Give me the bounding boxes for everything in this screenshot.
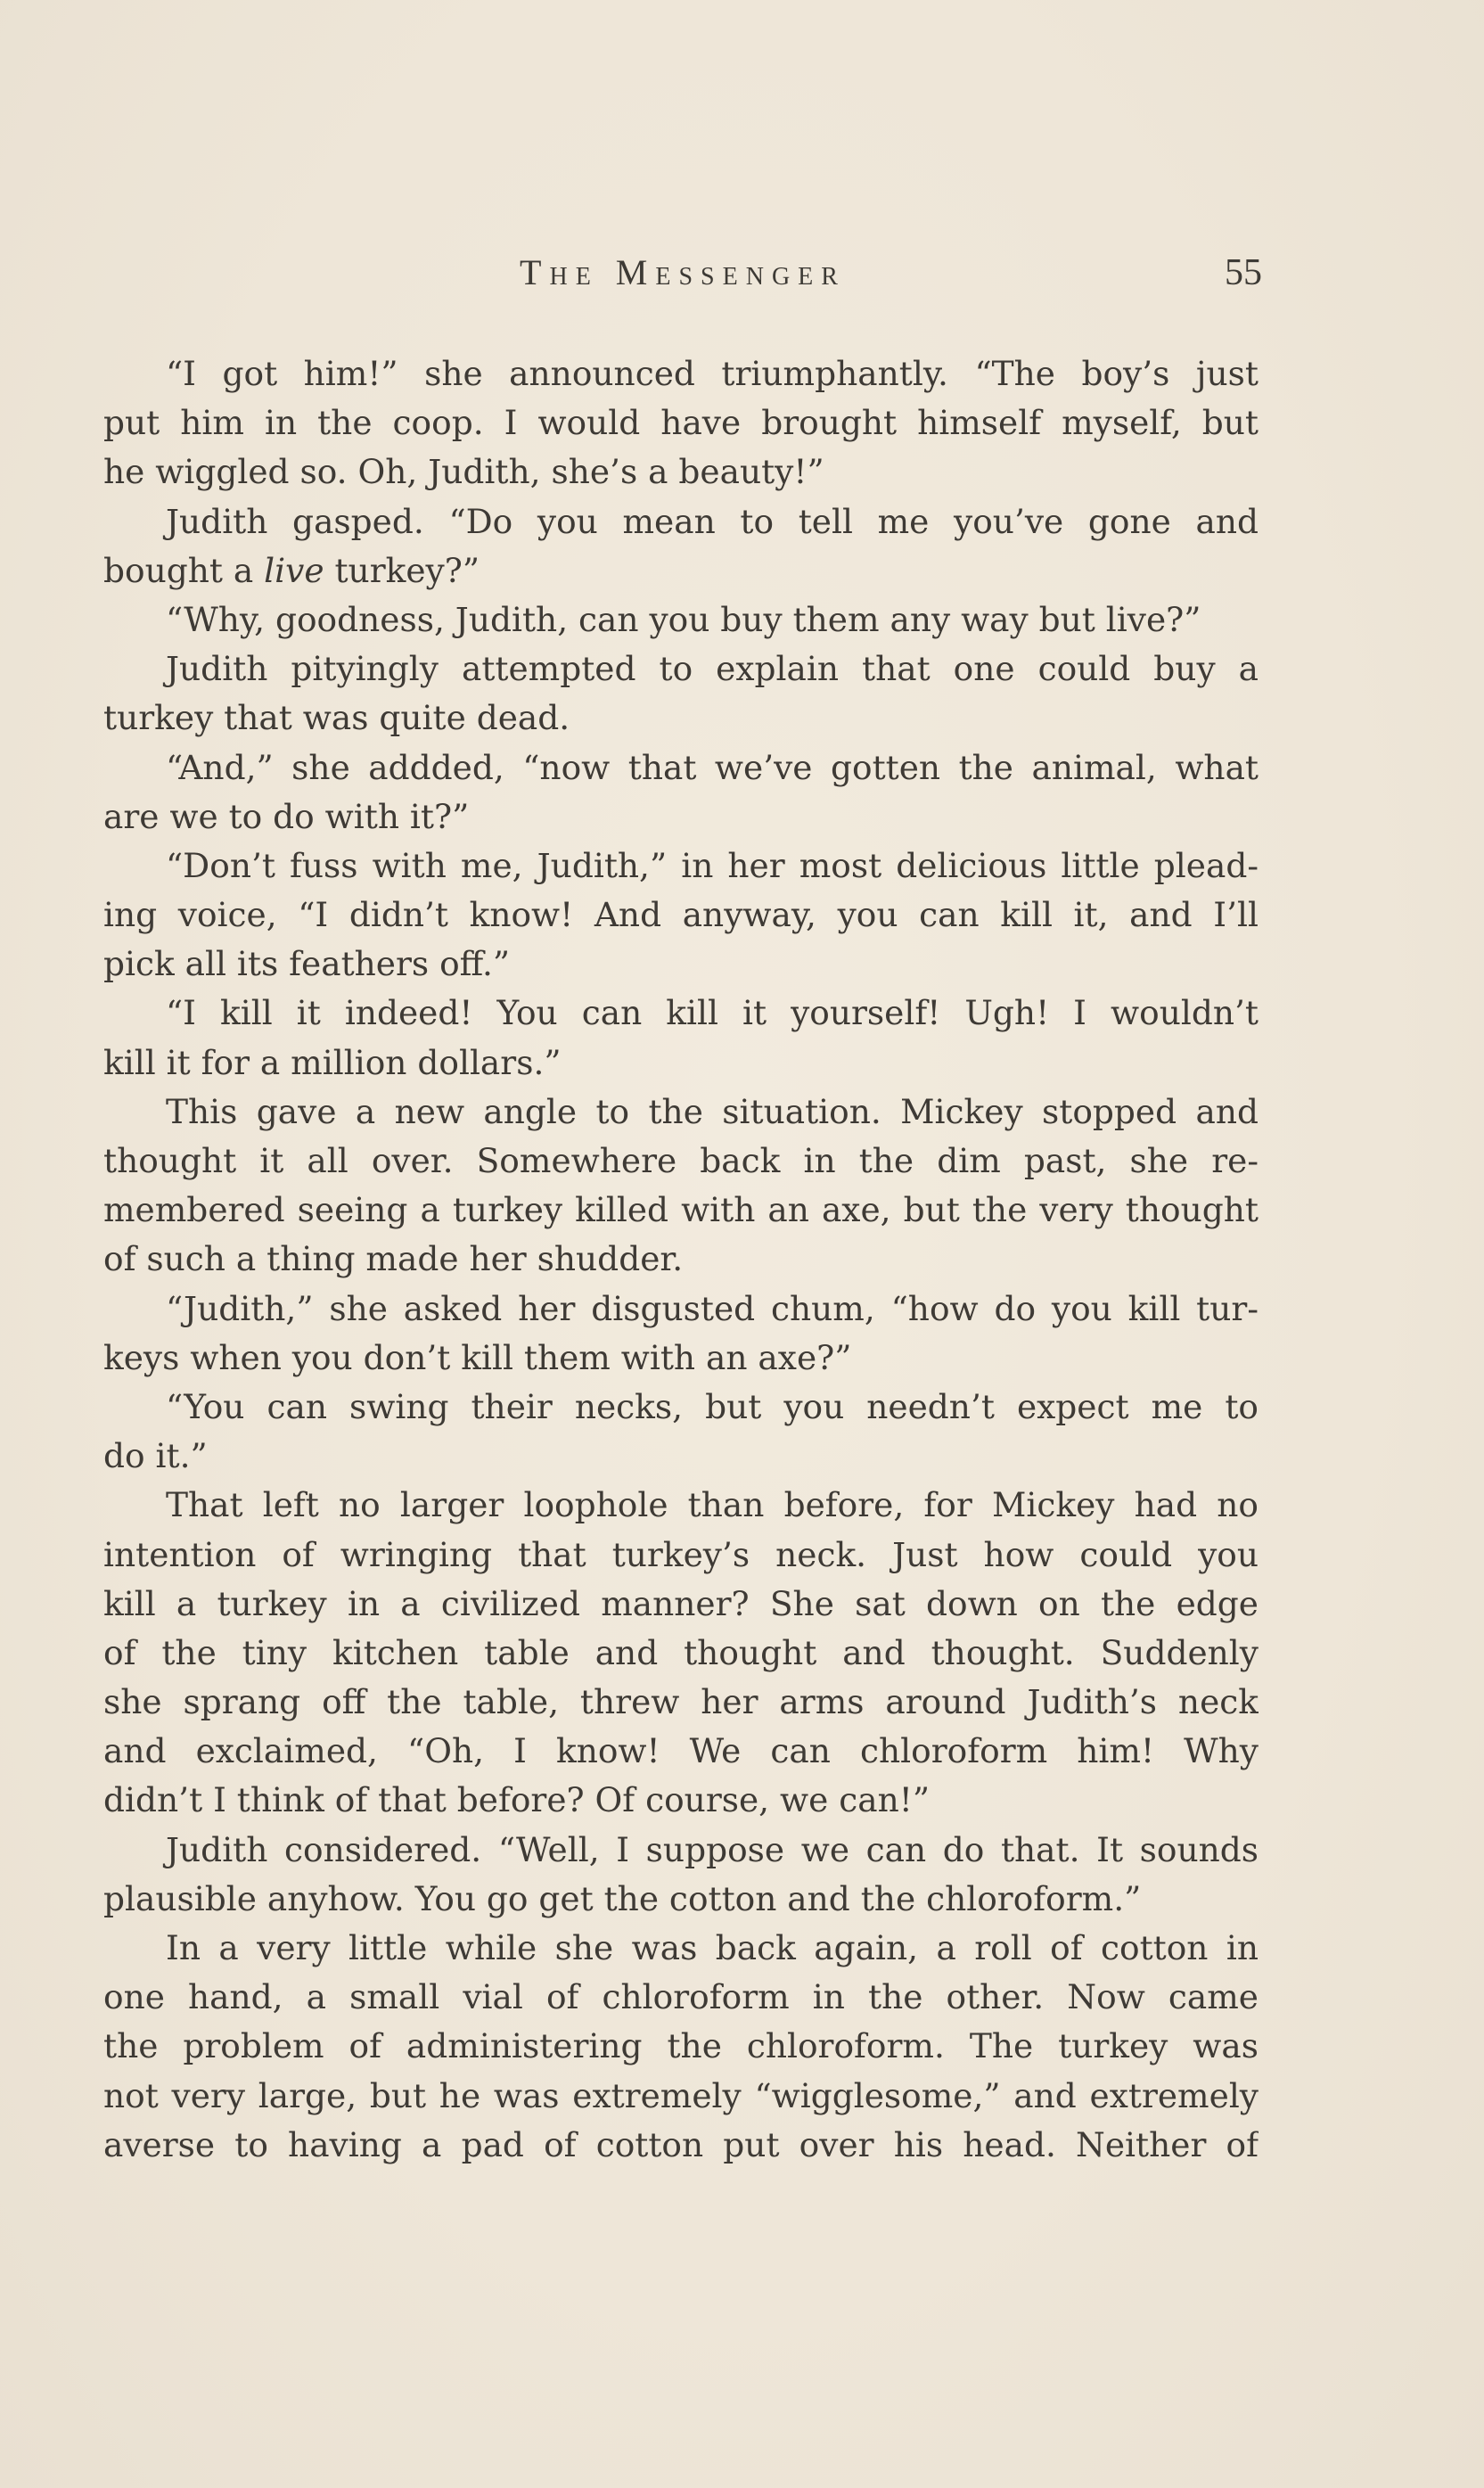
text-line: are we to do with it?” bbox=[103, 796, 470, 836]
text-line: one hand, a small vial of chloroform in the other. Now came bbox=[103, 1977, 1259, 2017]
text-line: intention of wringing that turkey’s neck. Just how could you bbox=[103, 1534, 1259, 1574]
text-line: do it.” bbox=[103, 1436, 208, 1476]
text-line: turkey that was quite dead. bbox=[103, 698, 570, 738]
text-line: ing voice, “I didn’t know! And anyway, you can kill it, and I’ll bbox=[103, 895, 1259, 935]
text-line: averse to having a pad of cotton put over his head. Neither of bbox=[103, 2124, 1259, 2164]
text-line: Judith pityingly attempted to explain that one could buy a bbox=[166, 649, 1259, 689]
text-line: she sprang off the table, threw her arms around Judith’s neck bbox=[103, 1682, 1259, 1722]
text-line: “You can swing their necks, but you needn’t expect me to bbox=[166, 1386, 1259, 1426]
text-line: of the tiny kitchen table and thought and thought. Suddenly bbox=[103, 1632, 1259, 1672]
text-line: “I kill it indeed! You can kill it yourself! Ugh! I wouldn’t bbox=[166, 993, 1259, 1033]
text-line: membered seeing a turkey killed with an axe, but the very thought bbox=[103, 1190, 1259, 1230]
text-line: “I got him!” she announced triumphantly. “The boy’s just bbox=[166, 354, 1259, 393]
text-line: kill a turkey in a civilized manner? She sat down on the edge bbox=[103, 1583, 1259, 1623]
text-line: Judith considered. “Well, I suppose we can do that. It sounds bbox=[166, 1829, 1259, 1869]
running-title: The Messenger bbox=[520, 252, 846, 292]
text-line: didn’t I think of that before? Of course, we can!” bbox=[103, 1780, 930, 1820]
text-line: pick all its feathers off.” bbox=[103, 944, 511, 984]
text-line: thought it all over. Somewhere back in the dim past, she re- bbox=[103, 1141, 1259, 1180]
page-number: 55 bbox=[1225, 252, 1262, 293]
text-line: Judith gasped. “Do you mean to tell me you’ve gone and bbox=[166, 501, 1259, 541]
text-line: “Why, goodness, Judith, can you buy them any way but live?” bbox=[166, 599, 1201, 639]
text-line: kill it for a million dollars.” bbox=[103, 1042, 562, 1082]
text-line: put him in the coop. I would have brought himself myself, but bbox=[103, 403, 1259, 443]
text-line: “Don’t fuss with me, Judith,” in her most delicious little plead- bbox=[166, 845, 1259, 885]
text-line: In a very little while she was back again, a roll of cotton in bbox=[166, 1928, 1259, 1967]
text-line: plausible anyhow. You go get the cotton and the chloroform.” bbox=[103, 1878, 1142, 1918]
text-line: “And,” she addded, “now that we’ve gotten the animal, what bbox=[166, 747, 1259, 787]
text-line: bought a live turkey?” bbox=[103, 550, 480, 590]
text-line: This gave a new angle to the situation. Mickey stopped and bbox=[166, 1091, 1259, 1131]
text-line: and exclaimed, “Oh, I know! We can chloroform him! Why bbox=[103, 1731, 1259, 1771]
text-line: he wiggled so. Oh, Judith, she’s a beauty!” bbox=[103, 452, 824, 492]
text-line: the problem of administering the chloroform. The turkey was bbox=[103, 2026, 1259, 2066]
text-line: of such a thing made her shudder. bbox=[103, 1239, 684, 1279]
body-text bbox=[103, 349, 1259, 2170]
text-line: keys when you don’t kill them with an axe?” bbox=[103, 1337, 852, 1377]
text-line: not very large, but he was extremely “wigglesome,” and extremely bbox=[103, 2075, 1259, 2115]
running-head bbox=[103, 251, 1262, 305]
text-line: That left no larger loophole than before, for Mickey had no bbox=[166, 1485, 1259, 1525]
text-line: “Judith,” she asked her disgusted chum, “how do you kill tur- bbox=[166, 1288, 1259, 1328]
